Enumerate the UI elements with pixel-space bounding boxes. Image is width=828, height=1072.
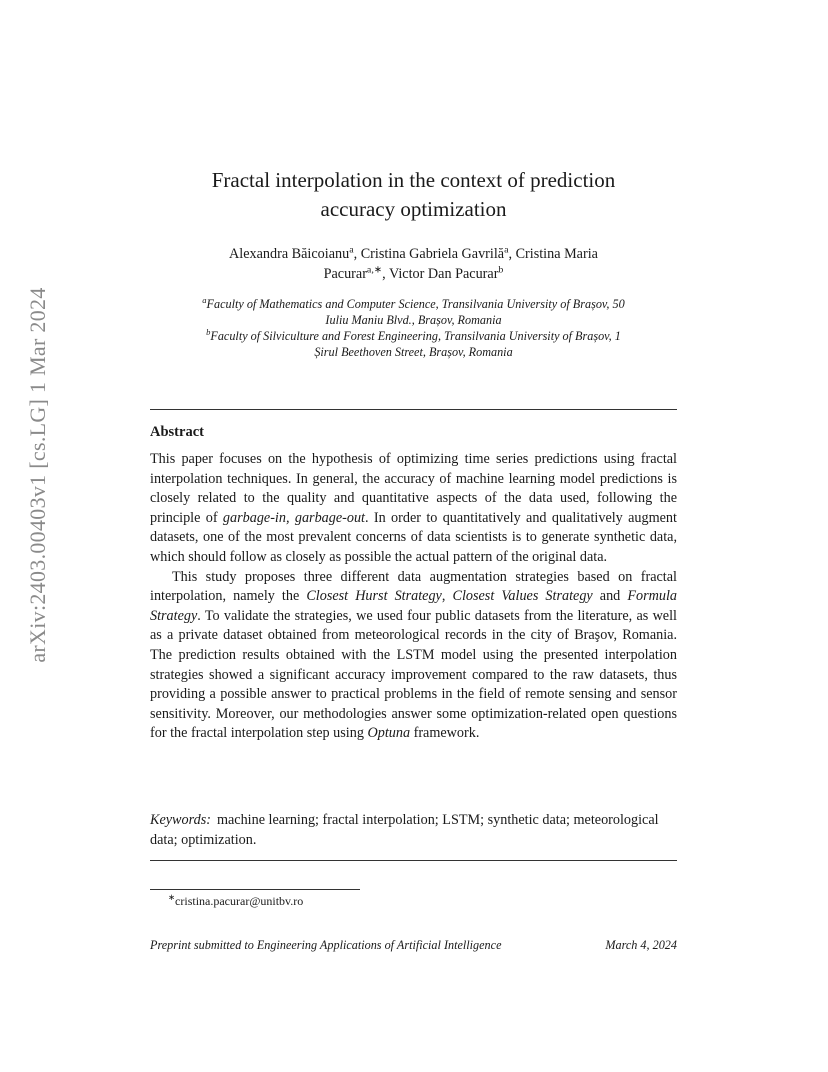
author-affil-mark: b [498, 264, 504, 276]
abstract-emphasis: Closest Values Strategy [452, 588, 593, 605]
abstract-bottom-rule [150, 860, 677, 861]
keywords [150, 811, 677, 850]
preprint-footer [150, 938, 677, 953]
abstract-text: , [441, 588, 453, 605]
affiliation-b-line-1 [150, 328, 677, 344]
abstract-paragraph-1 [150, 450, 677, 568]
abstract-emphasis: Closest Hurst Strategy [306, 588, 442, 605]
paper-title [150, 166, 677, 224]
footnote-rule [150, 889, 360, 890]
affiliations [150, 296, 677, 360]
author-name: Pacurar [323, 266, 367, 282]
abstract-text: This study proposes three different data augmentation strategies based on fractal interpolation, namely the [150, 568, 677, 605]
preprint-venue: Preprint submitted to Engineering Applications of Artificial Intelligence [150, 938, 502, 952]
abstract-emphasis: Optuna [367, 725, 411, 742]
author-line-1: Alexandra Băicoianu$^a$, Cristina Gabriela Gavrilă$^a$, Cristina Maria [229, 244, 598, 262]
abstract-text: and [592, 588, 628, 605]
author-affil-mark: a,∗ [366, 264, 383, 276]
author-affil-mark: a [504, 244, 509, 256]
affiliation-text: Faculty of Silviculture and Forest Engineering, Transilvania University of Brașov, 1 [210, 329, 621, 343]
keywords-label: Keywords: [150, 812, 211, 828]
author-line-2: Pacurar$^{a,∗}$, Victor Dan Pacurar$^b$ [323, 264, 504, 282]
footnote-mark: ∗ [168, 893, 176, 902]
author-list [150, 244, 677, 284]
abstract-emphasis: Formula Strategy [150, 588, 677, 624]
author-name: Cristina Gabriela Gavrilă [360, 246, 505, 262]
author-name: Victor Dan Pacurar [388, 266, 499, 282]
abstract-top-rule [150, 409, 677, 410]
title-line-1: Fractal interpolation in the context of prediction [211, 168, 616, 192]
arxiv-id: arXiv:2403.00403v1 [cs.LG] 1 Mar 2024 [25, 287, 50, 663]
abstract-body [150, 450, 677, 744]
author-name: Cristina Maria [515, 246, 598, 262]
affiliation-a-line-2: Iuliu Maniu Blvd., Brașov, Romania [325, 313, 502, 327]
abstract-heading: Abstract [150, 424, 204, 440]
abstract-text: . In order to quantitatively and qualitatively augment datasets, one of the most prevalent concerns of data scientists is to generate synthetic data, which should follow as closely as possible the actual pattern of the original data. [150, 509, 677, 565]
abstract-text: This paper focuses on the hypothesis of optimizing time series predictions using fractal interpolation techniques. In general, the accuracy of machine learning model predictions is closely related to the quality and quantitative aspects of the data used, following the principle of [150, 451, 677, 526]
affiliation-a-line-1 [150, 296, 677, 312]
abstract-paragraph-2 [150, 568, 677, 744]
affiliation-mark: b [206, 326, 211, 337]
affiliation-mark: a [202, 294, 207, 305]
author-name: Alexandra Băicoianu [229, 246, 350, 262]
affiliation-b-line-2: Șirul Beethoven Street, Brașov, Romania [314, 345, 513, 359]
author-affil-mark: a [349, 244, 354, 256]
abstract-emphasis: garbage-in, garbage-out [222, 509, 365, 526]
abstract-text: framework. [410, 725, 480, 742]
affiliation-text: Faculty of Mathematics and Computer Science, Transilvania University of Brașov, 50 [206, 297, 625, 311]
keywords-text: machine learning; fractal interpolation; LSTM; synthetic data; meteorological data; optimization. [150, 812, 659, 848]
footnote [168, 894, 303, 909]
footnote-email: cristina.pacurar@unitbv.ro [175, 894, 304, 908]
title-line-2: accuracy optimization [320, 197, 507, 221]
abstract-text: . To validate the strategies, we used four public datasets from the literature, as well as a private dataset obtained from meteorological records in the city of Braşov, Romania. The prediction results obtained with the LSTM model using the presented interpolation strategies showed a significant accuracy improvement compared to the raw datasets, thus providing a possible answer to practical problems in the field of remote sensing and sensor sensitivity. Moreover, our methodologies answer some optimization-related open questions for the fractal interpolation step using [150, 607, 677, 742]
preprint-date: March 4, 2024 [605, 938, 677, 952]
